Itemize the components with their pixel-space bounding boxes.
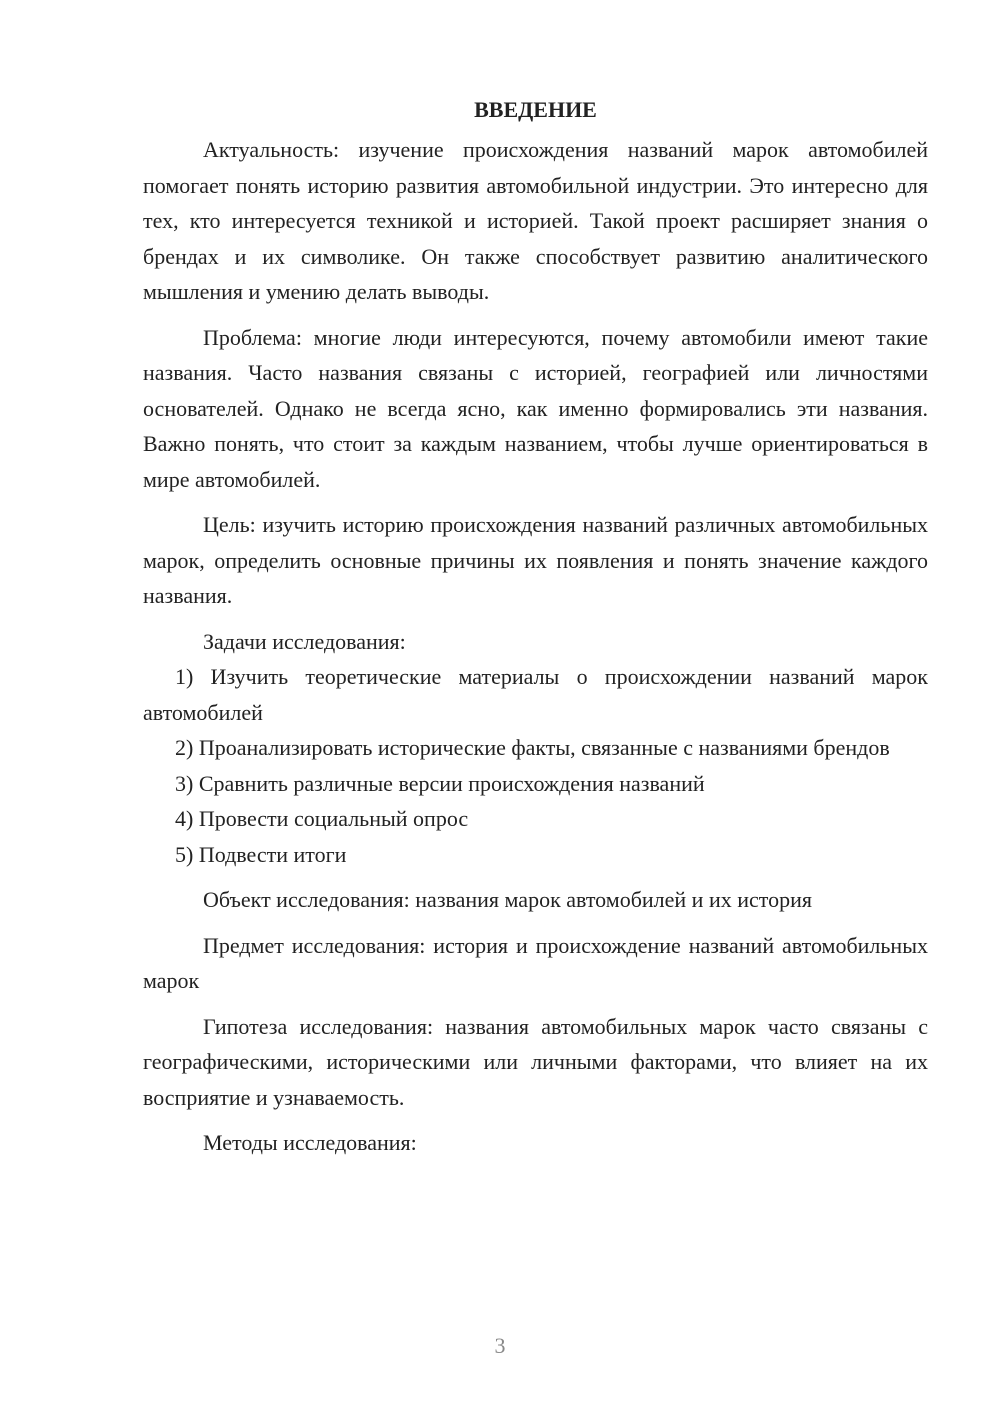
- page-number: 3: [494, 1333, 506, 1358]
- paragraph-object: Объект исследования: названия марок автомобилей и их история: [203, 887, 812, 912]
- tasks-heading: Задачи исследования:: [203, 628, 406, 654]
- paragraph-relevance: Актуальность: изучение происхождения названий марок автомобилей помогает понять историю развития автомобильной индустрии. Это интересно для тех, кто интересуется техникой и историей. Такой проект расширяет знания о брендах и их символике. Он также способствует развитию аналитического мышления и умению делать выводы.: [143, 137, 928, 304]
- list-item: 3) Сравнить различные версии происхождения названий: [175, 770, 705, 796]
- list-item: 2) Проанализировать исторические факты, связанные с названиями брендов: [175, 735, 890, 760]
- document-page: [143, 92, 928, 1161]
- list-item: 4) Провести социальный опрос: [175, 806, 469, 831]
- paragraph-problem: Проблема: многие люди интересуются, почему автомобили имеют такие названия. Часто названия связаны с историей, географией или личностями основателей. Однако не всегда ясно, как именно формировались эти названия. Важно понять, что стоит за каждым названием, чтобы лучше ориентироваться в мире автомобилей.: [143, 324, 928, 492]
- tasks-list: [143, 659, 928, 872]
- list-item: 1) Изучить теоретические материалы о происхождении названий марок автомобилей: [143, 664, 928, 725]
- page-title: ВВЕДЕНИЕ: [474, 97, 597, 122]
- paragraph-goal: Цель: изучить историю происхождения названий различных автомобильных марок, определить основные причины их появления и понять значение каждого названия.: [143, 512, 928, 608]
- methods-heading: Методы исследования:: [203, 1130, 417, 1155]
- paragraph-subject: Предмет исследования: история и происхождение названий автомобильных марок: [143, 932, 928, 993]
- list-item: 5) Подвести итоги: [175, 841, 347, 867]
- paragraph-hypothesis: Гипотеза исследования: названия автомобильных марок часто связаны с географическими, историческими или личными факторами, что влияет на их восприятие и узнаваемость.: [143, 1013, 928, 1110]
